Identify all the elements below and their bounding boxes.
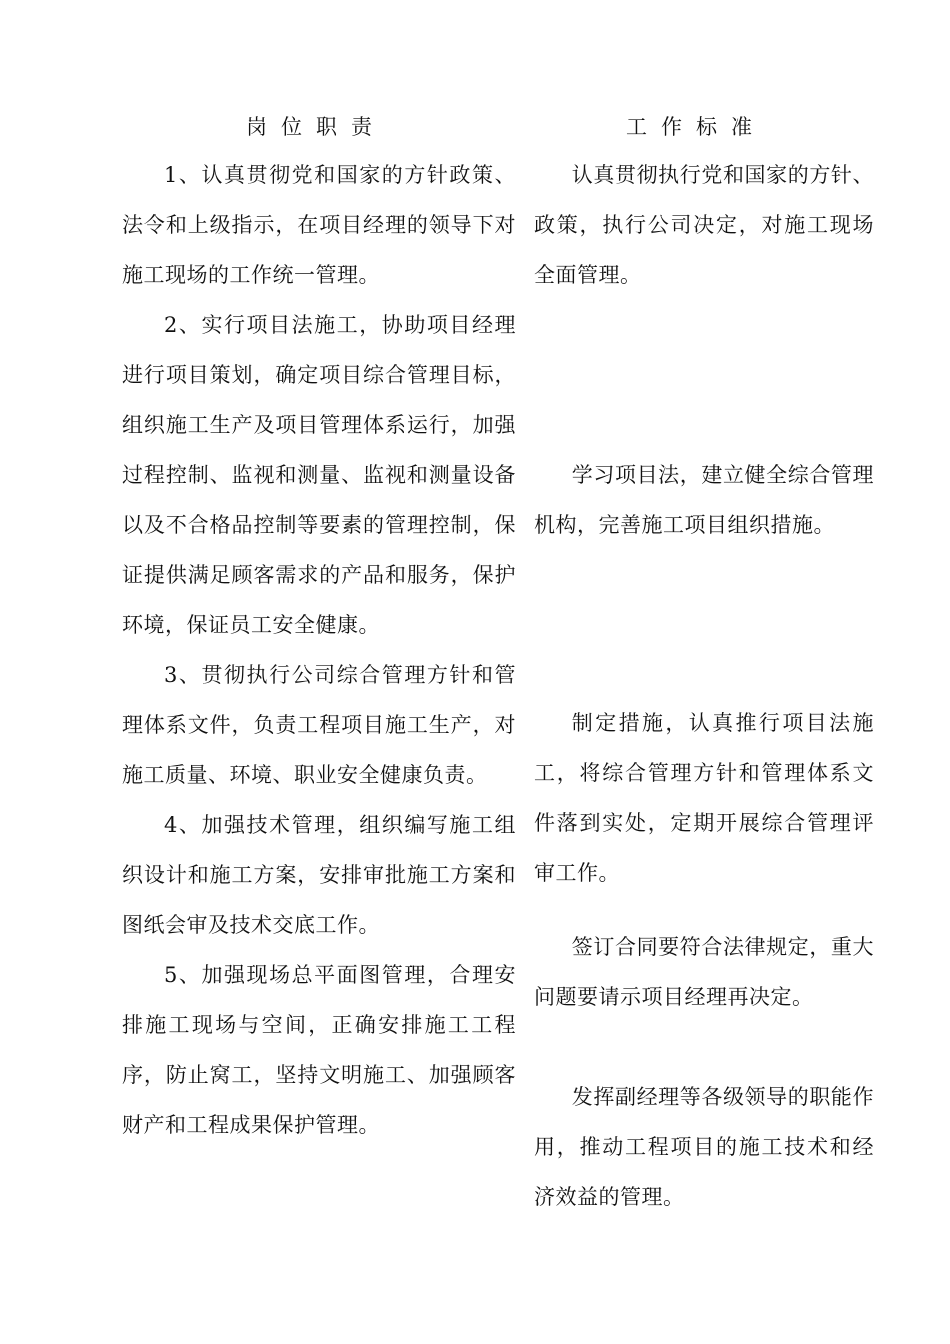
duty-item-1: 1、认真贯彻党和国家的方针政策、法令和上级指示，在项目经理的领导下对施工现场的工作统一管理。: [122, 163, 516, 287]
standard-item-5: 发挥副经理等各级领导的职能作用，推动工程项目的施工技术和经济效益的管理。: [534, 1085, 874, 1209]
duty-item-3: 3、贯彻执行公司综合管理方针和管理体系文件，负责工程项目施工生产，对施工质量、环境、职业安全健康负责。: [122, 663, 516, 787]
standard-item-3: 制定措施，认真推行项目法施工，将综合管理方针和管理体系文件落到实处，定期开展综合管理评审工作。: [534, 711, 874, 885]
standard-item-4: 签订合同要符合法律规定，重大问题要请示项目经理再决定。: [534, 935, 874, 1009]
duty-item-2: 2、实行项目法施工，协助项目经理进行项目策划，确定项目综合管理目标，组织施工生产及项目管理体系运行，加强过程控制、监视和测量、监视和测量设备以及不合格品控制等要素的管理控制，保证提供满足顾客需求的产品和服务，保护环境，保证员工安全健康。: [122, 313, 516, 637]
duty-item-5: 5、加强现场总平面图管理，合理安排施工现场与空间，正确安排施工工程序，防止窝工，坚持文明施工、加强顾客财产和工程成果保护管理。: [122, 963, 516, 1137]
header-standards: 工作标准: [626, 115, 766, 139]
standards-column: [534, 150, 874, 1250]
header-duties: 岗位职责: [246, 115, 386, 139]
standard-item-1: 认真贯彻执行党和国家的方针、政策，执行公司决定，对施工现场全面管理。: [534, 163, 874, 287]
duty-item-4: 4、加强技术管理，组织编写施工组织设计和施工方案，安排审批施工方案和图纸会审及技术交底工作。: [122, 813, 516, 937]
duties-column: [122, 150, 516, 1150]
standard-item-2: 学习项目法，建立健全综合管理机构，完善施工项目组织措施。: [534, 463, 874, 537]
